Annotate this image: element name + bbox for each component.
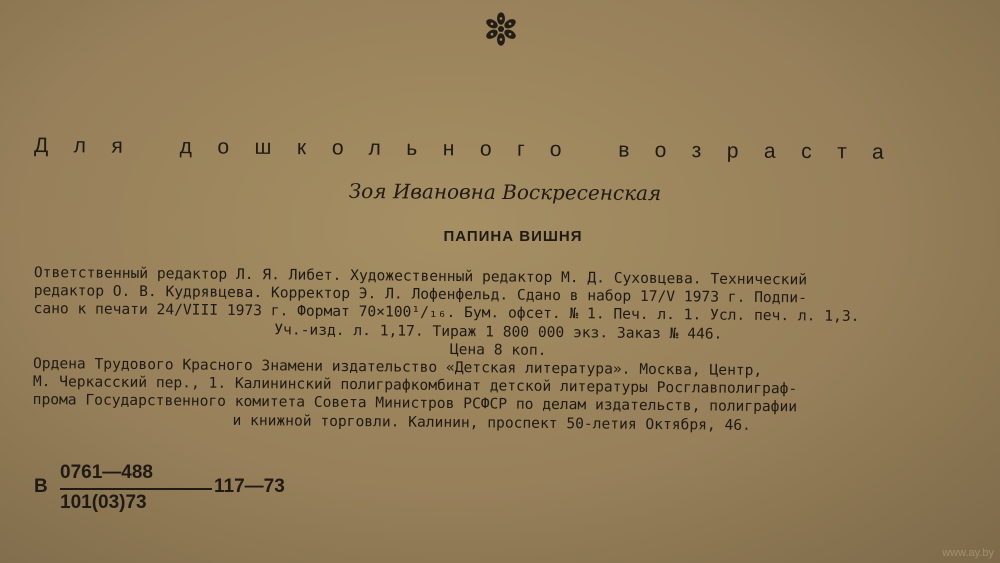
floral-ornament-icon — [482, 10, 520, 48]
catalog-index-suffix: 117—73 — [214, 476, 285, 497]
site-watermark: www.ay.by — [942, 547, 994, 559]
catalog-index-letter: В — [34, 476, 48, 497]
imprint-block — [32, 264, 984, 437]
imprint-line: редактор О. В. Кудрявцева. Корректор Э. Л. Лофенфельд. Сдано в набор 17/V 1973 г. Подпи- — [33, 282, 807, 307]
catalog-index-numerator: 0761—488 — [60, 462, 153, 483]
book-title: ПАПИНА ВИШНЯ — [443, 228, 583, 245]
publisher-line: Ордена Трудового Красного Знамени издательство «Детская литература». Москва, Центр, — [32, 355, 763, 380]
publisher-line: прома Государственного комитета Совета Министров РСФСР по делам издательств, полиграфии — [32, 391, 798, 416]
imprint-line: Уч.-изд. л. 1,17. Тираж 1 800 000 экз. Заказ № 446. — [274, 320, 723, 343]
imprint-line: Ответственный редактор Л. Я. Либет. Художественный редактор М. Д. Суховцева. Технический — [33, 264, 808, 289]
publisher-line: М. Черкасский пер., 1. Калининский полиграфкомбинат детской литературы Росглавполиграф- — [32, 373, 798, 398]
author-name: Зоя Ивановна Воскресенская — [348, 178, 662, 206]
fraction-bar — [60, 488, 172, 490]
catalog-index-denominator: 101(03)73 — [60, 492, 147, 513]
imprint-line: сано к печати 24/VIII 1973 г. Формат 70×100¹/₁₆. Бум. офсет. № 1. Печ. л. 1. Усл. печ. л. 1,3. — [33, 300, 860, 326]
publisher-line: и книжной торговли. Калинин, проспект 50-летия Октября, 46. — [232, 411, 751, 434]
price-label: Цена 8 коп. — [449, 340, 547, 359]
age-audience-label: Для дошкольного возраста — [33, 134, 910, 164]
index-dash-rule — [172, 488, 212, 490]
